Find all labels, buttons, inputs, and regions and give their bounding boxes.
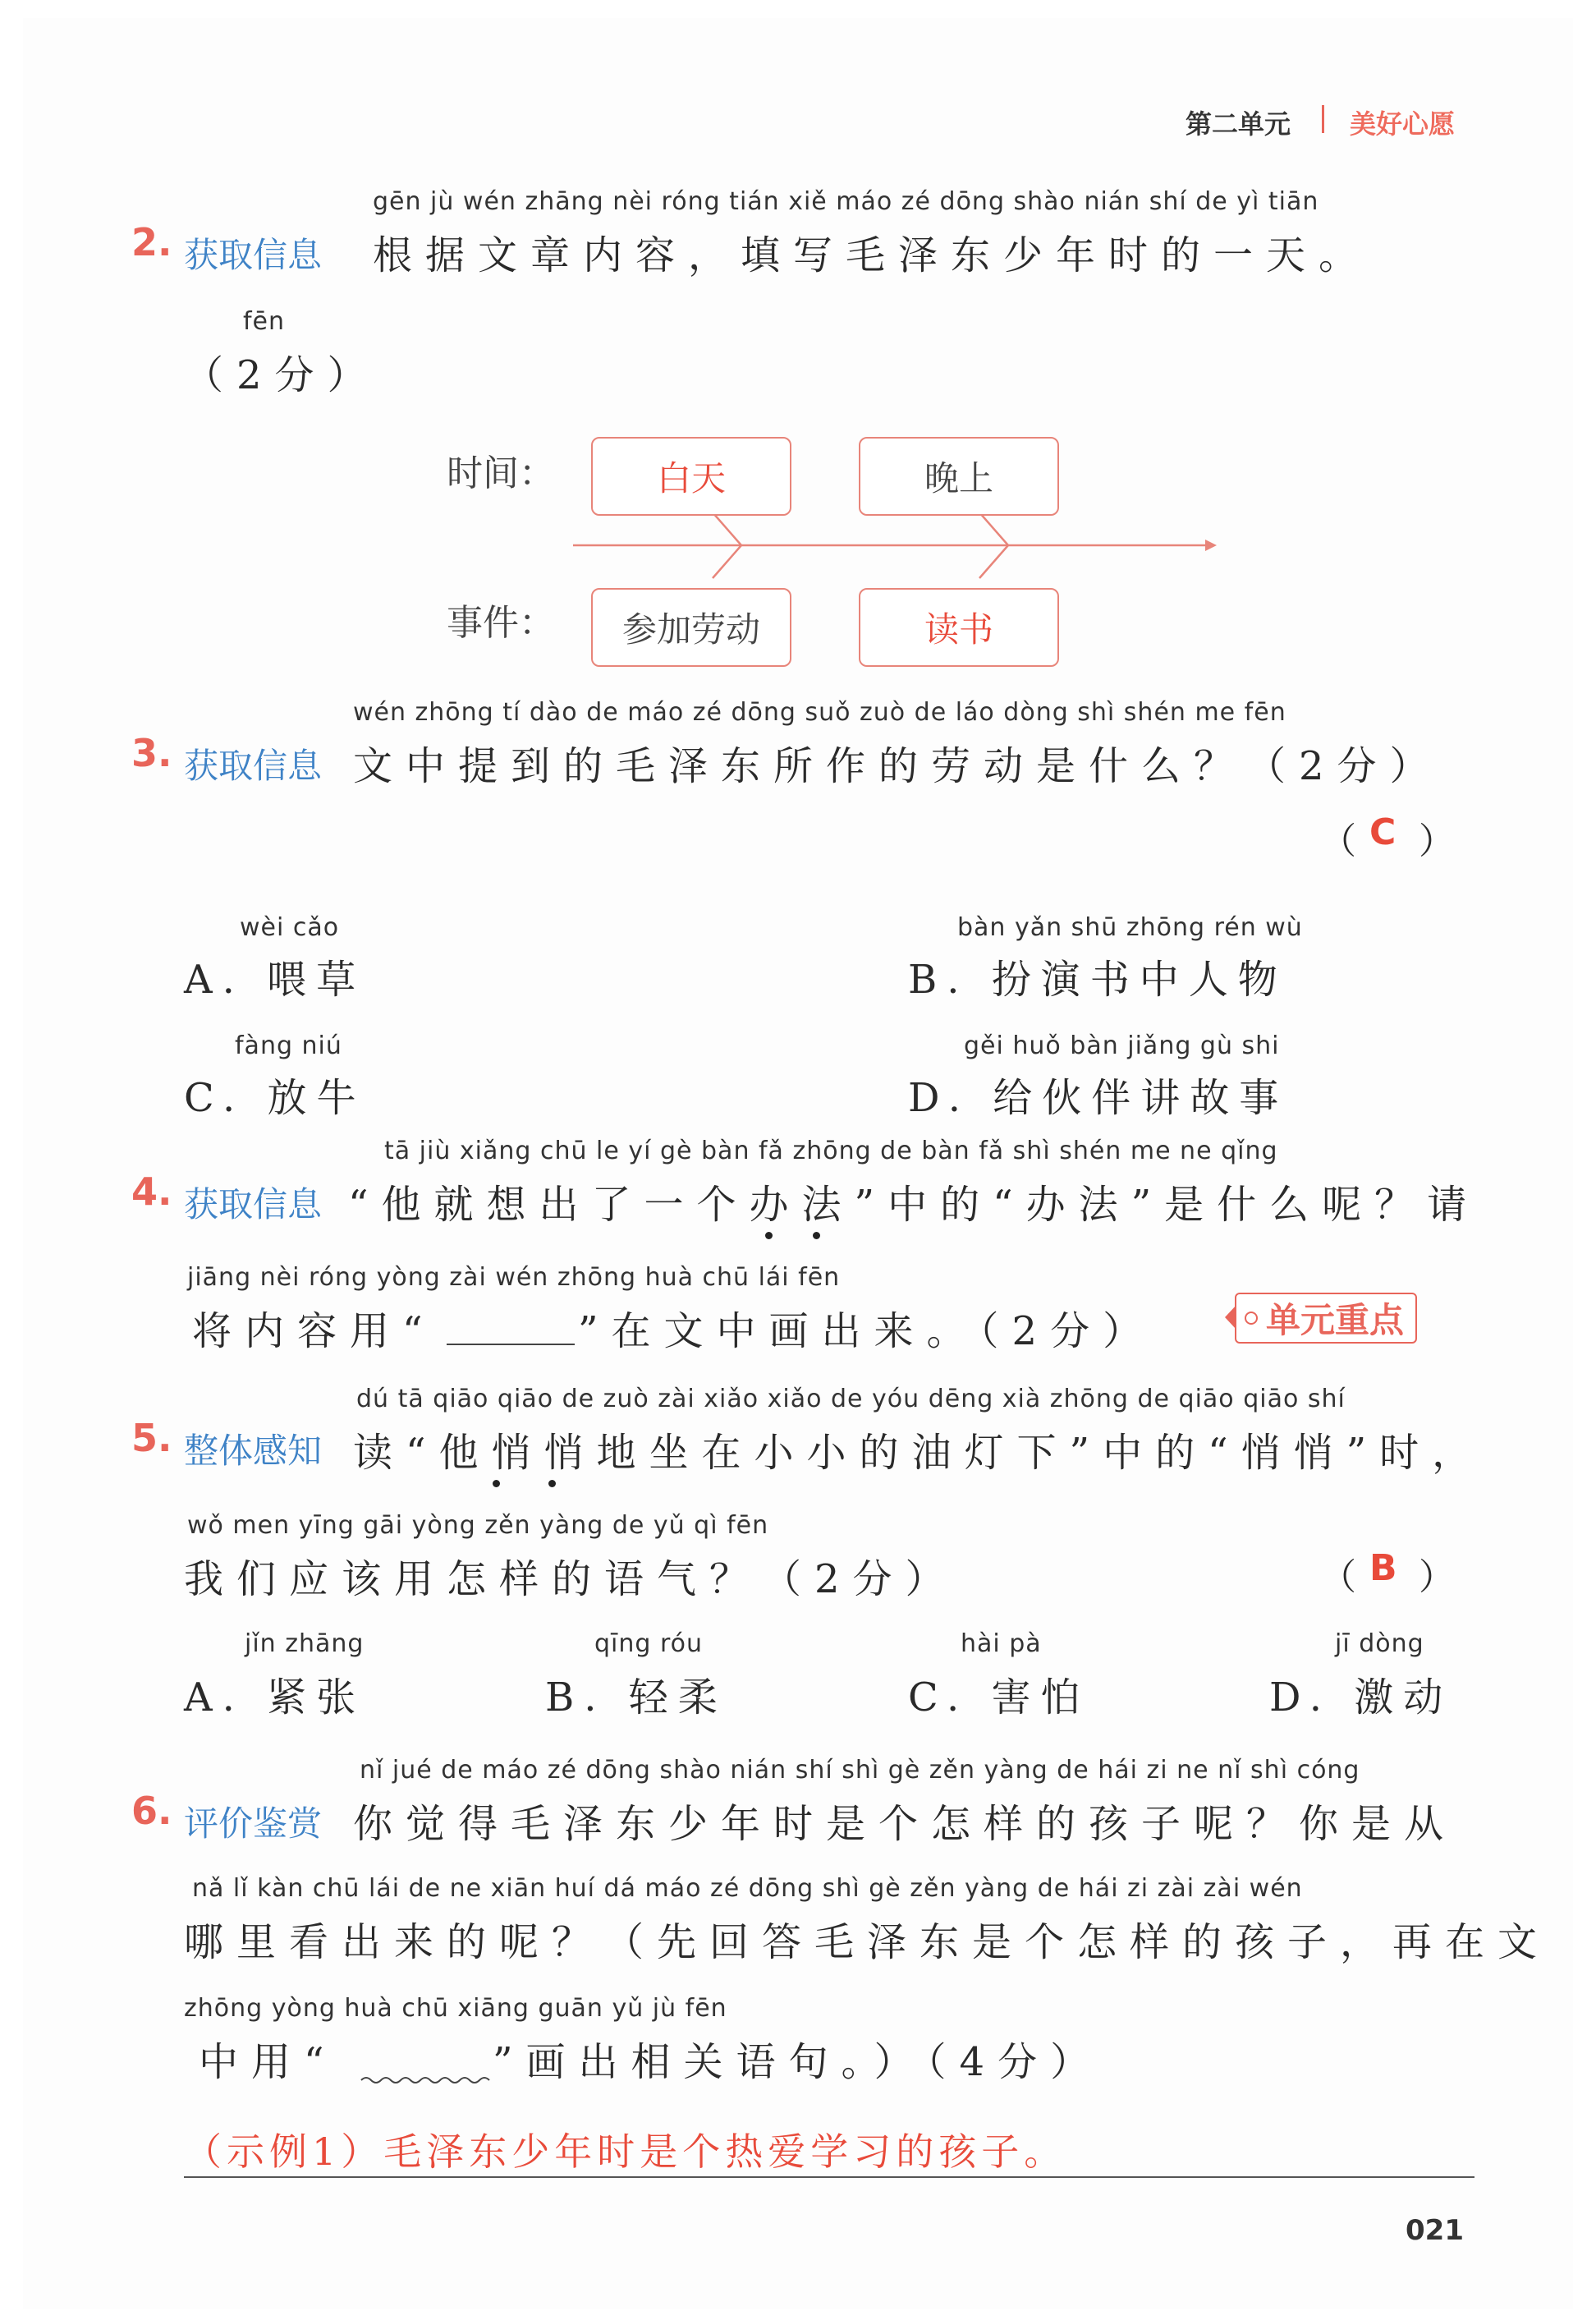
pinyin-line: jiāng nèi róng yòng zài wén zhōng huà chū lái fēn [187, 1263, 841, 1292]
pinyin-line: nǎ lǐ kàn chū lái de ne xiān huí dá máo zé dōng shì gè zěn yàng de hái zi zài zài wén [192, 1874, 1303, 1903]
question-text: “他就想出了一个办法”中的“办法”是什么呢？请 [348, 1182, 1480, 1228]
question-number: 5. [131, 1416, 172, 1460]
unit-title: 第二单元 [1186, 108, 1291, 140]
pinyin-line: wén zhōng tí dào de máo zé dōng suǒ zuò de láo dòng shì shén me fēn [353, 698, 1286, 727]
question-number: 6. [131, 1789, 172, 1833]
answer-choice: C [1369, 811, 1396, 853]
answer-paren-open: （ [1320, 1556, 1356, 1598]
option-b: B. 轻柔 [545, 1675, 727, 1720]
option-d: D. 激动 [1269, 1675, 1453, 1720]
badge-arrow [1225, 1305, 1236, 1330]
question-type-tag: 获取信息 [184, 235, 323, 275]
question-type-tag: 整体感知 [184, 1431, 323, 1471]
emphasis-dot [493, 1480, 500, 1487]
pinyin-line: wǒ men yīng gāi yòng zěn yàng de yǔ qì fēn [187, 1511, 769, 1540]
event-night-box [859, 588, 1059, 667]
page-number: 021 [1406, 2214, 1464, 2247]
straight-underline-sample [447, 1344, 575, 1345]
pinyin-line: nǐ jué de máo zé dōng shào nián shí shì gè zěn yàng de hái zi ne nǐ shì cóng [360, 1756, 1360, 1785]
event-night-text: 读书 [924, 609, 993, 650]
question-text: 中用“ [199, 2039, 337, 2085]
question-text: 根据文章内容，填写毛泽东少年时的一天。 [373, 232, 1372, 278]
option-pinyin: fàng niú [235, 1031, 342, 1060]
header-divider [1322, 105, 1324, 133]
question-text: ”画出相关语句。）（4分） [493, 2039, 1103, 2085]
option-pinyin: gěi huǒ bàn jiǎng gù shi [964, 1031, 1280, 1060]
badge-text: 单元重点 [1266, 1300, 1405, 1340]
question-text: 将内容用“ [192, 1308, 436, 1354]
option-a: A. 紧张 [184, 1675, 366, 1720]
option-pinyin: qīng róu [594, 1629, 704, 1658]
option-a: A. 喂草 [184, 957, 366, 1003]
event-day-box [591, 588, 791, 667]
pinyin-line: zhōng yòng huà chū xiāng guān yǔ jù fēn [184, 1994, 727, 2023]
time-label: 时间： [447, 453, 555, 494]
option-c: C. 放牛 [184, 1075, 366, 1121]
unit-theme: 美好心愿 [1350, 108, 1456, 140]
day-box [591, 437, 791, 516]
score-text: （2分） [184, 352, 380, 398]
night-text: 晚上 [924, 458, 993, 498]
pinyin-line: dú tā qiāo qiāo de zuò zài xiǎo xiǎo de yóu dēng xià zhōng de qiāo qiāo shí [356, 1385, 1346, 1413]
pinyin-line: tā jiù xiǎng chū le yí gè bàn fǎ zhōng de bàn fǎ shì shén me ne qǐng [384, 1137, 1278, 1165]
option-pinyin: bàn yǎn shū zhōng rén wù [957, 913, 1303, 942]
sample-answer: （示例1）毛泽东少年时是个热爱学习的孩子。 [184, 2129, 1067, 2174]
wavy-underline-sample [360, 2074, 491, 2086]
emphasis-dot [548, 1480, 556, 1487]
emphasis-dot [765, 1232, 773, 1239]
emphasis-dot [813, 1232, 820, 1239]
event-label: 事件： [447, 602, 555, 644]
option-pinyin: jǐn zhāng [245, 1629, 365, 1658]
question-text: 读“他悄悄地坐在小小的油灯下”中的“悄悄”时， [353, 1430, 1485, 1476]
question-text: 我们应该用怎样的语气？（2分） [184, 1556, 958, 1602]
option-b: B. 扮演书中人物 [908, 957, 1287, 1003]
option-pinyin: hài pà [961, 1629, 1042, 1658]
option-d: D. 给伙伴讲故事 [908, 1075, 1289, 1121]
question-type-tag: 获取信息 [184, 1184, 323, 1224]
option-pinyin: wèi cǎo [240, 913, 340, 942]
badge-ring [1245, 1312, 1258, 1325]
night-box [859, 437, 1059, 516]
question-text: 文中提到的毛泽东所作的劳动是什么？（2分） [353, 743, 1442, 789]
day-text: 白天 [656, 458, 726, 498]
option-pinyin: jī dòng [1335, 1629, 1424, 1658]
answer-paren-close: ） [1419, 820, 1455, 862]
pinyin-line: gēn jù wén zhāng nèi róng tián xiě máo zé dōng shào nián shí de yì tiān [373, 187, 1319, 216]
question-type-tag: 获取信息 [184, 746, 323, 786]
key-point-badge [1235, 1293, 1417, 1344]
timeline-diagram [310, 429, 1263, 691]
workbook-page [23, 18, 1573, 2309]
question-text: 哪里看出来的呢？（先回答毛泽东是个怎样的孩子，再在文 [184, 1919, 1551, 1965]
answer-paren-close: ） [1419, 1556, 1455, 1598]
answer-choice: B [1369, 1547, 1397, 1589]
pinyin-line: fēn [243, 307, 286, 336]
option-c: C. 害怕 [908, 1675, 1090, 1720]
event-day-text: 参加劳动 [621, 609, 760, 650]
question-text: ”在文中画出来。（2分） [578, 1308, 1156, 1354]
question-number: 4. [131, 1169, 172, 1214]
question-number: 2. [131, 220, 172, 264]
question-type-tag: 评价鉴赏 [184, 1803, 323, 1844]
question-text: 你觉得毛泽东少年时是个怎样的孩子呢？你是从 [353, 1801, 1457, 1847]
answer-paren-open: （ [1320, 820, 1356, 862]
question-number: 3. [131, 731, 172, 775]
answer-line [184, 2176, 1474, 2178]
